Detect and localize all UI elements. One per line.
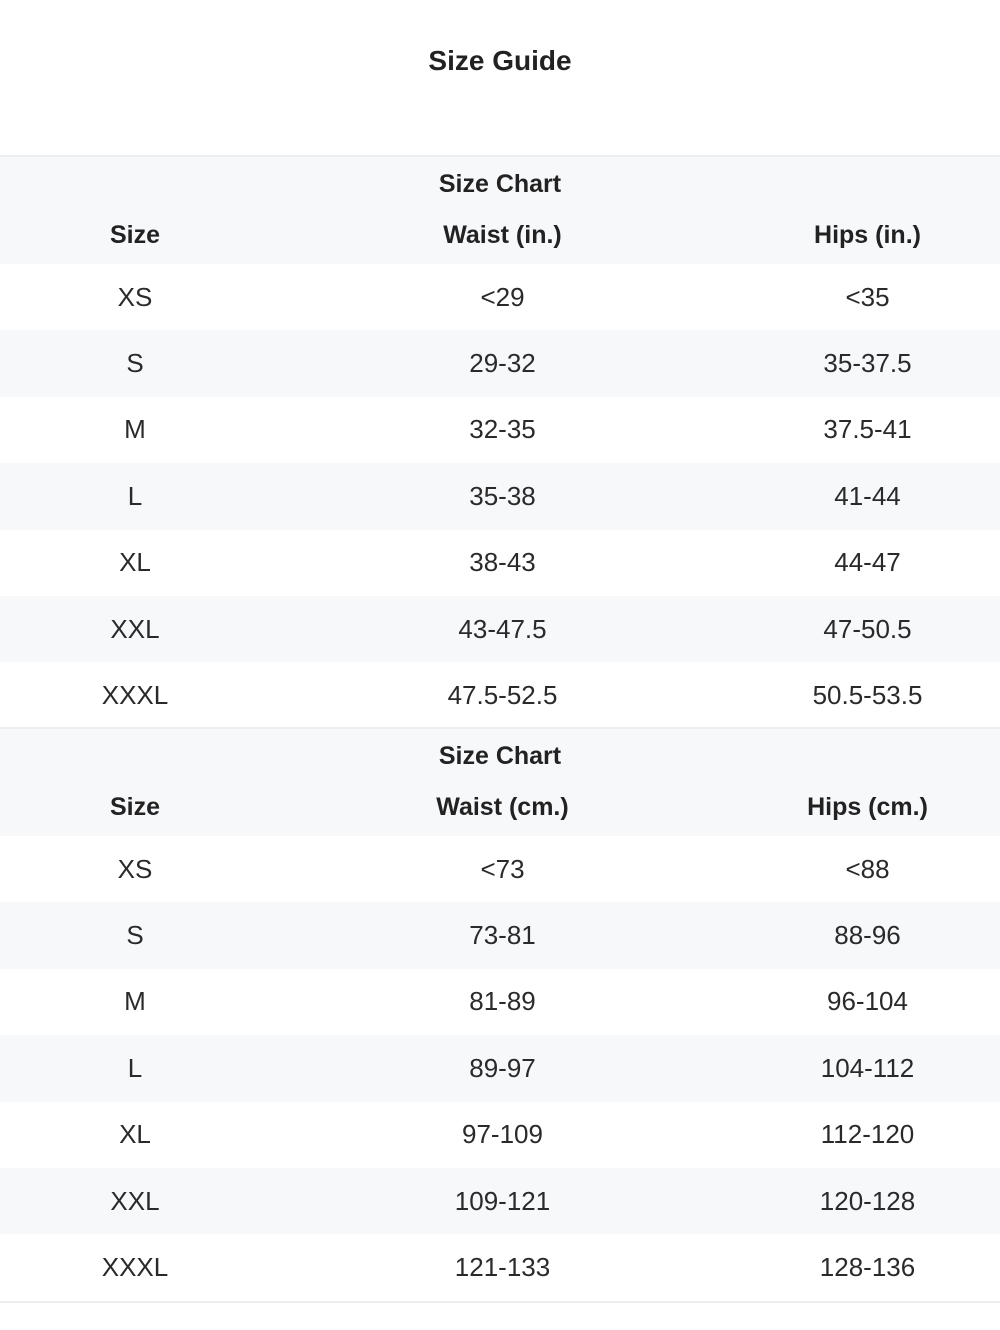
table-row [0, 1102, 1000, 1168]
hips-cell: 88-96 [834, 920, 901, 951]
hips-cell: 128-136 [819, 1252, 916, 1283]
waist-cell: 109-121 [454, 1185, 551, 1216]
column-header-hips: Hips (in.) [814, 221, 921, 249]
column-header-size: Size [109, 793, 161, 821]
waist-cell: 38-43 [469, 547, 536, 578]
size-cell: S [126, 920, 144, 951]
hips-cell: 50.5-53.5 [812, 680, 923, 711]
table-row [0, 969, 1000, 1035]
size-cell: M [124, 986, 146, 1017]
table-header [0, 157, 1000, 264]
column-header-waist: Waist (cm.) [436, 793, 569, 821]
table-row [0, 1168, 1000, 1234]
hips-cell: 41-44 [834, 480, 901, 511]
hips-cell: <88 [845, 853, 890, 884]
column-header-row [0, 207, 1000, 264]
waist-cell: 97-109 [462, 1119, 543, 1150]
hips-cell: 112-120 [820, 1119, 915, 1150]
size-cell: XL [119, 547, 151, 578]
table-row [0, 902, 1000, 968]
size-cell: XS [117, 281, 153, 312]
column-header-row [0, 779, 1000, 836]
table-row [0, 596, 1000, 662]
waist-cell: 73-81 [469, 920, 536, 951]
hips-cell: 104-112 [820, 1052, 915, 1083]
size-cell: XXXL [101, 680, 169, 711]
size-cell: XXL [110, 1185, 160, 1216]
waist-cell: 43-47.5 [458, 613, 547, 644]
column-header-size: Size [109, 221, 161, 249]
size-cell: XXXL [101, 1252, 169, 1283]
column-header-hips: Hips (cm.) [807, 793, 928, 821]
table-row [0, 463, 1000, 529]
size-cell: XXL [110, 613, 160, 644]
column-header-waist: Waist (in.) [443, 221, 562, 249]
hips-cell: 47-50.5 [823, 613, 912, 644]
hips-cell: 44-47 [834, 547, 901, 578]
hips-cell: 96-104 [827, 986, 908, 1017]
table-caption: Size Chart [438, 742, 562, 770]
hips-cell: <35 [845, 281, 890, 312]
table-row [0, 1035, 1000, 1101]
table-row [0, 836, 1000, 902]
waist-cell: <73 [480, 853, 525, 884]
size-cell: S [126, 348, 144, 379]
size-cell: L [127, 480, 143, 511]
waist-cell: 47.5-52.5 [447, 680, 558, 711]
waist-cell: 35-38 [469, 480, 536, 511]
table-row [0, 1234, 1000, 1300]
hips-cell: 120-128 [819, 1185, 916, 1216]
table-row [0, 397, 1000, 463]
size-cell: L [127, 1052, 143, 1083]
hips-cell: 35-37.5 [823, 348, 912, 379]
waist-cell: 81-89 [469, 986, 536, 1017]
table-caption: Size Chart [438, 170, 562, 198]
table-row [0, 330, 1000, 396]
page-title: Size Guide [428, 45, 572, 76]
size-chart-cm-table [0, 727, 1000, 1303]
waist-cell: <29 [480, 281, 525, 312]
waist-cell: 32-35 [469, 414, 536, 445]
hips-cell: 37.5-41 [823, 414, 912, 445]
table-row [0, 662, 1000, 728]
waist-cell: 29-32 [469, 348, 536, 379]
size-cell: M [124, 414, 146, 445]
size-cell: XS [117, 853, 153, 884]
waist-cell: 121-133 [454, 1252, 551, 1283]
table-header [0, 729, 1000, 836]
size-chart-inches-table [0, 155, 1000, 731]
table-row [0, 530, 1000, 596]
size-cell: XL [119, 1119, 151, 1150]
table-row [0, 264, 1000, 330]
waist-cell: 89-97 [469, 1052, 536, 1083]
